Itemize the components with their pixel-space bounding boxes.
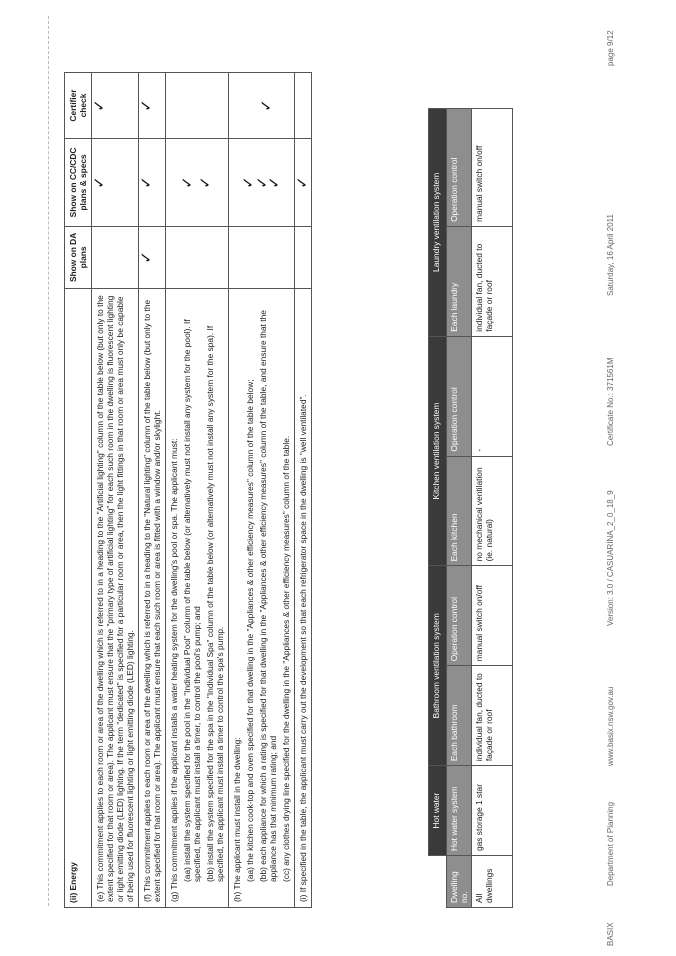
header-cc: Show on CC/CDC plans & specs [65,138,92,226]
commitment-h [229,288,295,907]
col-each-kitchen: Each kitchen [447,456,472,566]
col-dwelling: Dwelling no. [447,856,472,908]
col-kitchen-operation: Operation control [447,336,472,456]
commitment-row-i [295,73,312,908]
cert-cell [295,73,312,139]
cell-bathroom: individual fan, ducted to façade or roof [472,666,513,766]
top-divider [48,16,49,906]
cell-bath-op: manual switch on/off [472,566,513,666]
cert-cell [166,73,229,139]
blank-cell [429,856,447,908]
header-da: Show on DA plans [65,226,92,288]
cert-tick-bb: ✓ [258,99,275,112]
ventilation-table [428,108,513,908]
footer-cert: Certificate No.: 371561M [606,357,615,446]
header-cert: Certifier check [65,73,92,139]
group-hot-water: Hot water [429,766,447,856]
cc-tick: ✓ [92,138,139,226]
commitment-h-text: (h) The applicant must install in the dwelling: [232,737,242,902]
footer-date: Saturday, 16 April 2011 [606,214,615,296]
cc-tick-bb: ✓ [254,176,271,189]
cc-tick-stack [166,138,229,226]
commitment-row-f [139,73,166,908]
commitment-g-bb: (bb) install the system specified for the spa in the "Individual Spa" column of the table below (or alternatively must not install any system for the spa). If specified, the applicant must install a timer to control the spa's pump. [205,325,225,882]
page-footer [606,0,622,956]
cc-tick-cc: ✓ [266,176,283,189]
header-row [65,73,92,908]
cert-tick-stack [229,73,295,139]
commitment-g [166,288,229,907]
footer-basix: BASIX [606,922,615,946]
footer-url: www.basix.nsw.gov.au [606,686,615,766]
commitment-row-g [166,73,229,908]
da-cell [92,226,139,288]
cc-tick: ✓ [139,138,166,226]
commitment-h-bb: (bb) each appliance for which a rating is specified for that dwelling in the "Appliances & other efficiency measures" column of the table, and ensure that the appliance has that minimum rating; and [258,310,278,882]
cc-tick-bb: ✓ [197,176,214,189]
cell-kitchen-op: - [472,336,513,456]
cc-tick-stack [229,138,295,226]
cell-laundry: individual fan, ducted to façade or roof [472,226,513,336]
commitment-g-text: (g) This commitment applies if the applicant installs a water heating system for the dwelling's pool or spa. The applicant must: [169,438,179,902]
commitment-g-aa: (aa) install the system specified for the pool in the "Individual Pool" column of the table below (or alternatively must not install any system for the pool). If specified, the applicant must install a timer, to control the pool's pump; and [182,319,202,882]
footer-version: Version: 3.0 / CASUARINA_2_0_18_9 [606,490,615,626]
section-title: (ii) Energy [65,288,92,907]
col-each-laundry: Each laundry [447,226,472,336]
commitment-i-text: (i) If specified in the table, the applicant must carry out the development so that each refrigerator space in the dwelling is "well ventilated". [295,288,312,907]
commitment-h-aa: (aa) the kitchen cook-top and oven specified for that dwelling in the "Appliances & other efficiency measures" column of the table below; [245,379,255,882]
cc-tick-aa: ✓ [240,176,257,189]
column-header-row [447,109,472,908]
commitment-h-cc: (cc) any clothes drying line specified for the dwelling in the "Appliances & other efficiency measures" column of the table. [281,435,291,882]
footer-dept: Department of Planning [606,801,615,886]
commitment-e-text: (e) This commitment applies to each room or area of the dwelling which is referred to in a heading to the "Artificial lighting" column of the table below (but only to the extent specified for that room or area). The applicant must ensure that the "primary type of artificial lighting" for each such room in the dwelling is fluorescent lighting or light emitting diode (LED) lighting. If the term "dedicated" is specified for a particular room or area, then the light fittings in that room or area must only be capable of being used for fluorescent lighting or light emitting diode (LED) lighting. [92,288,139,907]
col-bath-operation: Operation control [447,566,472,666]
commitment-row-h [229,73,295,908]
commitments-table [64,72,312,908]
commitment-f-text: (f) This commitment applies to each room or area of the dwelling which is referred to in a heading to the "Natural lighting" column of the table below (but only to the extent specified for that room or area). The applicant must ensure that each such room or area is fitted with a window and/or skylight. [139,288,166,907]
cc-tick-aa: ✓ [179,176,196,189]
group-kitchen: Kitchen ventilation system [429,336,447,566]
col-each-bathroom: Each bathroom [447,666,472,766]
commitment-row-e [92,73,139,908]
group-bathroom: Bathroom ventilation system [429,566,447,766]
da-tick: ✓ [139,226,166,288]
da-cell [229,226,295,288]
cert-tick: ✓ [92,73,139,139]
cell-laundry-op: manual switch on/off [472,109,513,227]
da-cell [295,226,312,288]
col-hot-water-system: Hot water system [447,766,472,856]
footer-page: page 9/12 [606,30,615,66]
da-cell [166,226,229,288]
group-header-row [429,109,447,908]
cc-tick: ✓ [295,138,312,226]
cell-kitchen: no mechanical ventilation (ie. natural) [472,456,513,566]
cell-dwelling: All dwellings [472,856,513,908]
table-row [472,109,513,908]
cert-tick: ✓ [139,73,166,139]
cell-hot-water: gas storage 1 star [472,766,513,856]
col-laundry-operation: Operation control [447,109,472,227]
group-laundry: Laundry ventilation system [429,109,447,337]
